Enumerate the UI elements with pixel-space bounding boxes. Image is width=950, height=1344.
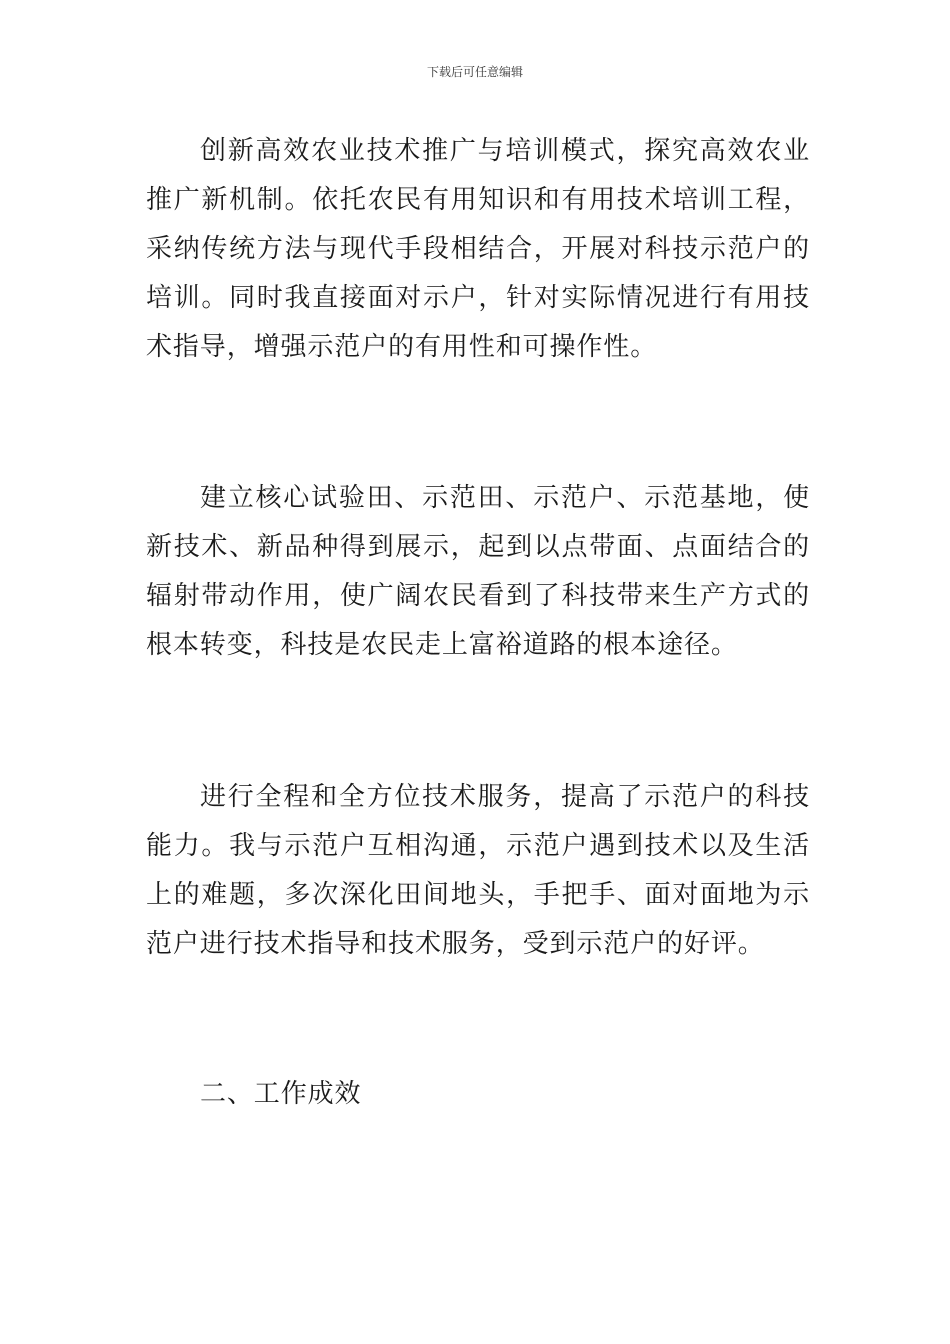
section-heading: 二、工作成效 (200, 1079, 362, 1109)
paragraph-training-mode: 创新高效农业技术推广与培训模式，探究高效农业推广新机制。依托农民有用知识和有用技术培训工程，采纳传统方法与现代手段相结合，开展对科技示范户的培训。同时我直接面对示户，针对实际情况进行有用技术指导，增强示范户的有用性和可操作性。 (146, 136, 810, 362)
header-note: 下载后可任意编辑 (426, 65, 523, 79)
paragraph-demonstration-fields: 建立核心试验田、示范田、示范户、示范基地，使新技术、新品种得到展示，起到以点带面、点面结合的辐射带动作用，使广阔农民看到了科技带来生产方式的根本转变，科技是农民走上富裕道路的根本途径。 (146, 483, 810, 660)
paragraph-technical-service: 进行全程和全方位技术服务，提高了示范户的科技能力。我与示范户互相沟通，示范户遇到技术以及生活上的难题，多次深化田间地头，手把手、面对面地为示范户进行技术指导和技术服务，受到示范户的好评。 (146, 782, 810, 959)
